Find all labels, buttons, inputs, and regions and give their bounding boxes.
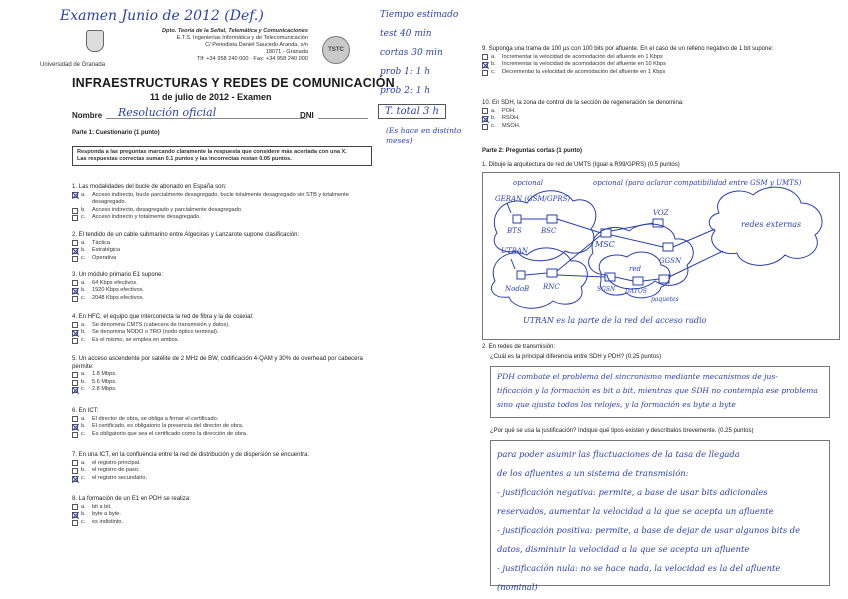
- option-letter: a.: [81, 415, 86, 422]
- option-row[interactable]: [72, 255, 372, 263]
- option-letter: c.: [81, 254, 86, 261]
- time-note-line: test 40 min: [380, 29, 432, 39]
- option-text: byte a byte.: [92, 511, 121, 518]
- option-letter: a.: [81, 459, 86, 466]
- utran-cloud: [491, 248, 587, 308]
- exam-title: INFRAESTRUCTURAS Y REDES DE COMUNICACIÓN: [72, 76, 395, 90]
- checkbox-marked[interactable]: [72, 387, 78, 393]
- option-letter: b.: [81, 247, 86, 254]
- option-text: el registro principal.: [92, 459, 141, 466]
- option-letter: a.: [81, 279, 86, 286]
- time-note-line: Tiempo estimado: [380, 10, 459, 20]
- option-letter: b.: [81, 378, 86, 385]
- rnc-node: [547, 269, 557, 277]
- question-block: [72, 184, 372, 232]
- option-text: el registro secundario.: [92, 474, 148, 481]
- option-text: Decrementar la velocidad de acomodación del afluente en 1 Kbps: [502, 68, 666, 75]
- option-row[interactable]: [72, 504, 372, 512]
- option-row[interactable]: [72, 295, 372, 303]
- option-text: MSOH.: [502, 122, 521, 129]
- label-geran: GERAN (GSM/GPRS): [495, 195, 571, 203]
- option-text: Se denomina CMTS (cabecera de transmisión y datos).: [92, 321, 230, 328]
- label-bsc: BSC: [541, 227, 557, 235]
- instructions-box: [72, 146, 372, 166]
- option-letter: b.: [491, 115, 496, 122]
- option-row[interactable]: [72, 519, 372, 527]
- handwritten-title: Examen Junio de 2012 (Def.): [60, 8, 264, 24]
- label-rnc: RNC: [543, 283, 560, 291]
- option-text: El director de obra, se obliga a firmar el certificado.: [92, 415, 219, 422]
- answer-line: datos, disminuir la velocidad a la que se acepta un afluente: [497, 544, 750, 554]
- label-redes-externas: redes externas: [741, 220, 802, 229]
- option-letter: a.: [81, 371, 86, 378]
- label-utran-note: UTRAN es la parte de la red del acceso radio: [523, 316, 707, 325]
- question-block: [482, 46, 832, 100]
- instruction-line: Responda a las preguntas marcando claramente la respuesta que considere más acertada con una X.: [77, 149, 347, 155]
- checkbox-marked[interactable]: [72, 512, 78, 518]
- option-letter: a.: [81, 321, 86, 328]
- checkbox[interactable]: [72, 240, 78, 246]
- label-red: red: [629, 265, 641, 273]
- checkbox[interactable]: [482, 124, 488, 130]
- checkbox[interactable]: [72, 208, 78, 214]
- option-text: El certificado, es obligatorio la presencia del director de obra.: [92, 423, 244, 430]
- ggsn-node: [663, 243, 673, 251]
- option-letter: b.: [491, 61, 496, 68]
- checkbox[interactable]: [72, 322, 78, 328]
- option-letter: c.: [81, 336, 86, 343]
- option-text: Incrementar la velocidad de acomodación del afluente en 1 Kbps: [502, 53, 663, 60]
- question-block: [72, 356, 372, 408]
- question-block: [72, 232, 372, 272]
- exam-subtitle: 11 de julio de 2012 - Examen: [150, 92, 272, 102]
- option-row[interactable]: [482, 69, 832, 77]
- question-text: 7. En una ICT, en la confluencia entre la red de distribución y de dispersión se encuentra:: [72, 452, 310, 458]
- option-letter: c.: [491, 122, 496, 129]
- option-letter: b.: [81, 287, 86, 294]
- option-text: Incrementar la velocidad de acomodación del afluente en 10 Kbps: [502, 61, 666, 68]
- time-note-line: cortas 30 min: [380, 48, 443, 58]
- link-bsc-msc: [557, 219, 601, 233]
- dni-underline: [318, 118, 368, 119]
- option-row[interactable]: [482, 61, 832, 69]
- bts-node: [513, 215, 521, 223]
- checkbox-marked[interactable]: [72, 248, 78, 254]
- question-text: 4. En HFC, el equipo que interconecta la red de fibra y la de coaxial:: [72, 314, 254, 320]
- part2-heading: Parte 2: Preguntas cortas (1 punto): [482, 148, 583, 154]
- option-row[interactable]: [72, 416, 372, 424]
- umts-diagram-box: [482, 172, 840, 340]
- umts-diagram: [483, 173, 839, 339]
- option-row[interactable]: [72, 207, 372, 215]
- dni-label: DNI: [300, 111, 314, 120]
- university-name: Universidad de Granada: [40, 62, 106, 68]
- option-text: Se denomina NODO o TRO (nodo óptico terminal).: [92, 329, 219, 336]
- option-text: 1.8 Mbps.: [92, 371, 117, 378]
- option-row[interactable]: [72, 240, 372, 248]
- option-letter: b.: [81, 423, 86, 430]
- question-text: 1. Las modalidades del bucle de abonado en España son:: [72, 184, 227, 190]
- option-row[interactable]: [72, 467, 372, 475]
- checkbox-marked[interactable]: [72, 424, 78, 430]
- dept-line: Tlf: +34 958 240 000 · Fax: +34 958 240 000: [196, 56, 308, 62]
- datos-node: [633, 277, 643, 285]
- question-block: [72, 408, 372, 452]
- link-nodob-rnc: [525, 273, 547, 275]
- option-row[interactable]: [482, 54, 832, 62]
- option-text: 2.8 Mbps.: [92, 386, 117, 393]
- checkbox[interactable]: [72, 338, 78, 344]
- answer-line: para poder asumir las fluctuaciones de la tasa de llegada: [497, 449, 740, 459]
- total-time-box: T. total 3 h: [378, 104, 446, 119]
- option-row[interactable]: [72, 431, 372, 439]
- sgsn-node: [605, 273, 615, 281]
- option-text: Es obligatorio que sea el certificado como la dirección de obra.: [92, 430, 248, 437]
- link-sgsn-datos: [615, 277, 633, 281]
- answer-line: - justificación negativa: permite, a base de usar bits adicionales: [497, 487, 768, 497]
- link-msc-ggsn: [611, 235, 663, 247]
- question-text: 9. Suponga una trama de 100 μs con 100 bits por afluente. En el caso de un relleno negativo de 1 bit supone:: [482, 46, 774, 52]
- question-block: [482, 100, 832, 140]
- name-row: [72, 108, 372, 122]
- option-row[interactable]: [72, 214, 372, 222]
- option-row[interactable]: [482, 123, 832, 131]
- option-text: Acceso indirecto, desagregado y parcialmente desagregado.: [92, 206, 243, 213]
- label-nodob: NodoB: [505, 285, 530, 293]
- label-datos: DATOS: [625, 288, 647, 295]
- option-text: Acceso indirecto y totalmente desagregado.: [92, 214, 201, 221]
- option-letter: b.: [81, 467, 86, 474]
- university-crest-logo: [86, 30, 104, 52]
- option-row[interactable]: [72, 280, 372, 288]
- option-text: Es el mismo, se emplea en ambos.: [92, 336, 180, 343]
- answer-line: PDH combate el problema del sincronismo mediante mecanismos de jus-: [497, 372, 778, 381]
- option-text: Operativa: [92, 254, 117, 261]
- question-text: 8. La formación de un E1 en PDH se realiza:: [72, 496, 191, 502]
- question-text: 2. El tendido de un cable submarino entre Algeciras y Lanzarote supone clasificación:: [72, 232, 300, 238]
- checkbox[interactable]: [72, 280, 78, 286]
- part2-q1: 1. Dibuje la arquitectura de red de UMTS (Igual a R99/GPRS) (0.5 puntos): [482, 162, 680, 168]
- checkbox[interactable]: [72, 520, 78, 526]
- checkbox-marked[interactable]: [72, 476, 78, 482]
- option-text: 5.6 Mbps.: [92, 378, 117, 385]
- option-text: Táctica: [92, 239, 111, 246]
- antenna-nodob: [511, 259, 515, 269]
- time-note-line: prob 1: 1 h: [380, 67, 431, 77]
- answer-line: - justificación nula: no se hace nada, la velocidad es la del afluente (nominal): [497, 563, 781, 592]
- dept-line: Dpto. Teoría de la Señal, Telemática y Comunicaciones: [162, 28, 308, 34]
- option-row[interactable]: [72, 379, 372, 387]
- bsc-node: [547, 215, 557, 223]
- question-text: 3. Un módulo primario E1 supone:: [72, 272, 164, 278]
- option-row[interactable]: [72, 287, 372, 295]
- answer-line: reservados, aumentar la velocidad a la que se acepta un afluente: [497, 506, 774, 516]
- checkbox[interactable]: [72, 372, 78, 378]
- option-row[interactable]: [72, 371, 372, 379]
- option-letter: c.: [81, 430, 86, 437]
- option-letter: c.: [81, 386, 86, 393]
- option-row[interactable]: [72, 247, 372, 255]
- answer-line: tificación y la formación es bit a bit, mientras que SDH no contempla ese problema: [497, 386, 818, 395]
- checkbox[interactable]: [72, 256, 78, 262]
- checkbox[interactable]: [482, 54, 488, 60]
- question-text: 6. En ICT:: [72, 408, 99, 414]
- option-row[interactable]: [72, 423, 372, 431]
- checkbox[interactable]: [72, 416, 78, 422]
- label-bts: BTS: [507, 227, 522, 235]
- option-row[interactable]: [72, 386, 372, 394]
- checkbox[interactable]: [72, 504, 78, 510]
- checkbox-marked[interactable]: [482, 62, 488, 68]
- name-label: Nombre: [72, 111, 103, 120]
- name-value: Resolución oficial: [118, 106, 217, 119]
- dept-line: 18071 - Granada: [265, 49, 308, 55]
- option-row[interactable]: [482, 108, 832, 116]
- checkbox[interactable]: [72, 296, 78, 302]
- option-letter: b.: [81, 206, 86, 213]
- option-text: Estratégica: [92, 247, 120, 254]
- gsgn-node: [659, 275, 669, 283]
- option-letter: c.: [81, 214, 86, 221]
- q2b-answer-box: [490, 440, 830, 592]
- checkbox[interactable]: [72, 468, 78, 474]
- label-opcional: opcional: [513, 179, 543, 187]
- answer-line: sino que ajusta todos los relojes, y la formación es byte a byte: [497, 400, 736, 409]
- option-letter: a.: [491, 107, 496, 114]
- label-note-top: opcional (para aclarar compatibilidad entre GSM y UMTS): [593, 179, 802, 187]
- option-text: el registro de paso.: [92, 467, 140, 474]
- option-letter: c.: [81, 518, 86, 525]
- option-row[interactable]: [72, 475, 372, 483]
- checkbox-marked[interactable]: [72, 192, 78, 198]
- option-text: 2048 Kbps efectivos.: [92, 294, 144, 301]
- dept-line: C/ Periodista Daniel Saucedo Aranda, s/n: [205, 42, 308, 48]
- answer-line: - justificación positiva: permite, a base de dejar de usar algunos bits de: [497, 525, 801, 535]
- label-sgsn: SGSN: [597, 286, 616, 293]
- option-letter: c.: [491, 68, 496, 75]
- time-notes: [380, 6, 458, 101]
- part2-q2a: ¿Cuál es la principal diferencia entre SDH y PDH? (0.25 puntos): [490, 354, 662, 360]
- option-text: 1920 Kbps efectivos.: [92, 287, 144, 294]
- checkbox-marked[interactable]: [72, 330, 78, 336]
- part2-q2-heading: 2. En redes de transmisión:: [482, 344, 556, 350]
- option-letter: c.: [81, 294, 86, 301]
- option-letter: a.: [81, 503, 86, 510]
- checkbox[interactable]: [72, 460, 78, 466]
- checkbox[interactable]: [72, 380, 78, 386]
- option-letter: b.: [81, 329, 86, 336]
- label-voz: VOZ: [653, 209, 669, 217]
- option-letter: a.: [81, 239, 86, 246]
- link-rnc-sgsn: [557, 275, 605, 277]
- nodob-node: [517, 271, 525, 279]
- option-row[interactable]: [72, 460, 372, 468]
- option-text: POH.: [502, 107, 516, 114]
- option-row[interactable]: [72, 192, 372, 207]
- option-row[interactable]: [72, 329, 372, 337]
- label-paquetes: paquetes: [651, 296, 679, 303]
- instruction-line: Las respuestas correctas suman 0.1 puntos y las incorrectas restan 0.05 puntos.: [77, 156, 292, 162]
- option-letter: a.: [81, 191, 86, 198]
- option-row[interactable]: [72, 511, 372, 519]
- q2a-answer-box: [490, 366, 830, 418]
- label-msc: MSC: [595, 240, 615, 249]
- tstc-logo: TSTC: [322, 36, 350, 64]
- question-block: [72, 496, 372, 536]
- option-text: RSOH.: [502, 115, 520, 122]
- question-block: [72, 314, 372, 356]
- total-time-footnote: (Es hace en distinto meses): [386, 126, 462, 145]
- label-ggsn: GGSN: [659, 257, 682, 265]
- option-text: es indistinto.: [92, 518, 124, 525]
- option-row[interactable]: [482, 115, 832, 123]
- dept-line: E.T.S. Ingenierías Informática y de Telecomunicación: [176, 35, 308, 41]
- checkbox-marked[interactable]: [72, 288, 78, 294]
- option-letter: c.: [81, 474, 86, 481]
- antenna-bts: [507, 203, 511, 213]
- checkbox-marked[interactable]: [482, 116, 488, 122]
- option-row[interactable]: [72, 322, 372, 330]
- label-utran: UTRAN: [501, 247, 529, 255]
- option-text: Acceso indirecto, bucle parcialmente desagregado, bucle totalmente desagregado sin STB y totalmente desagregado.: [92, 191, 349, 206]
- option-text: 64 Kbps efectivos.: [92, 279, 138, 286]
- right-questions: [482, 46, 832, 140]
- option-text: bit a bit.: [92, 503, 112, 510]
- dept-block: [118, 28, 308, 63]
- checkbox[interactable]: [72, 215, 78, 221]
- part2-q2b: ¿Por qué se usa la justificación? Indique qué tipos existen y descríbalos brevemente. (0.25 puntos): [490, 428, 754, 434]
- questions-column: [72, 184, 372, 536]
- link-datos-gsgn: [643, 279, 659, 281]
- checkbox[interactable]: [72, 432, 78, 438]
- answer-line: de los afluentes a un sistema de transmisión:: [497, 468, 689, 478]
- question-text: 5. Un acceso ascendente por satélite de 2 MHz de BW, codificación 4-QAM y 30% de overhead por cabecera permite:: [72, 356, 363, 370]
- time-note-line: prob 2: 1 h: [380, 86, 431, 96]
- question-block: [72, 452, 372, 496]
- option-letter: a.: [491, 53, 496, 60]
- checkbox[interactable]: [482, 108, 488, 114]
- part1-heading: Parte 1: Cuestionario (1 punto): [72, 130, 160, 136]
- link-ggsn-external: [673, 229, 715, 247]
- question-block: [72, 272, 372, 314]
- checkbox[interactable]: [482, 70, 488, 76]
- option-row[interactable]: [72, 337, 372, 345]
- question-text: 10. En SDH, la zona de control de la sección de regeneración se denomina:: [482, 100, 684, 106]
- option-letter: b.: [81, 511, 86, 518]
